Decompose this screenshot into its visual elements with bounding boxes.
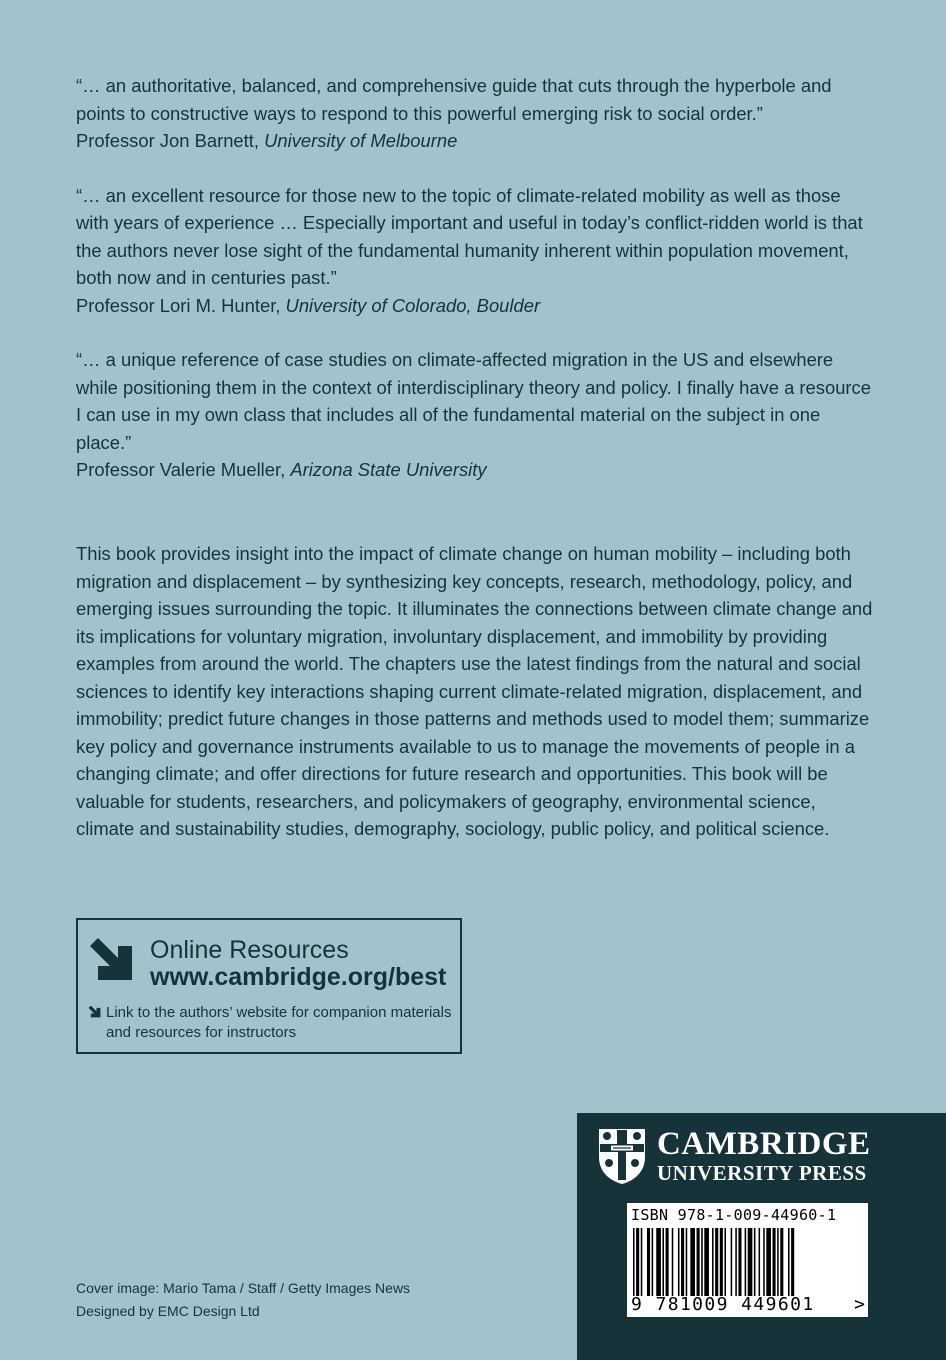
- designer-credit: Designed by EMC Design Ltd: [76, 1303, 260, 1319]
- book-description: This book provides insight into the impact of climate change on human mobility – including both migration and displacement – by synthesizing key concepts, research, methodology, policy, and emerging issues surrounding the topic. It illuminates the connections between climate change and its implications for voluntary migration, involuntary displacement, and immobility by providing examples from around the world. The chapters use the latest findings from the natural and social sciences to identify key interactions shaping current climate-related migration, displacement, and immobility; predict future changes in those patterns and methods used to model them; summarize key policy and governance instruments available to us to manage the movements of people in a changing climate; and offer directions for future research and opportunities. This book will be valuable for students, researchers, and policymakers of geography, environmental science, climate and sustainability studies, demography, sociology, public policy, and political science.: [76, 543, 873, 839]
- review-3: “… a unique reference of case studies on climate-affected migration in the US and elsewhere while positioning them in the context of interdisciplinary theory and policy. I finally have a resource I can use in my own class that includes all of the fundamental material on the subject in one place.” Professor Valerie Mueller, Arizona State University: [76, 346, 876, 484]
- online-resources-description: Link to the authors’ website for companion materials and resources for instructors: [106, 1004, 452, 1041]
- isbn-label: ISBN 978-1-009-44960-1: [631, 1206, 837, 1224]
- review-text: “… an excellent resource for those new to the topic of climate-related mobility as well as those with years of experience … Especially important and useful in today’s conflict-ridden world is that the authors never lose sight of the fundamental humanity inherent within population movement, both now and in centuries past.”: [76, 184, 863, 288]
- cover-image-credit: Cover image: Mario Tama / Staff / Getty Images News: [76, 1280, 411, 1296]
- review-2: “… an excellent resource for those new to the topic of climate-related mobility as well as those with years of experience … Especially important and useful in today’s conflict-ridden world is that the authors never lose sight of the fundamental humanity inherent within population movement, both now and in centuries past.” Professor Lori M. Hunter, University of Colorado, Boulder: [76, 182, 876, 320]
- online-resources-link[interactable]: www.cambridge.org/best: [150, 963, 447, 991]
- barcode-bars: [633, 1228, 845, 1296]
- arrow-down-right-icon: [88, 936, 134, 982]
- reviewer-institution: Arizona State University: [290, 459, 487, 480]
- barcode-digits: 9 781009 449601: [631, 1294, 815, 1315]
- reviewer-name: Professor Jon Barnett: [76, 130, 254, 151]
- reviewer-name: Professor Lori M. Hunter: [76, 294, 276, 316]
- review-text: “… an authoritative, balanced, and comprehensive guide that cuts through the hyperbole and points to constructive ways to respond to this powerful emerging risk to social order.”: [76, 75, 832, 124]
- reviews-section: [76, 72, 876, 511]
- isbn-barcode: [627, 1203, 868, 1317]
- credits: [76, 1277, 410, 1323]
- review-text: “… a unique reference of case studies on climate-affected migration in the US and elsewhere while positioning them in the context of interdisciplinary theory and policy. I finally have a resource I can use in my own class that includes all of the fundamental material on the subject in one place.”: [76, 349, 871, 453]
- reviewer-institution: University of Melbourne: [264, 130, 458, 151]
- small-arrow-icon: [88, 1005, 101, 1018]
- cambridge-crest-icon: [597, 1127, 647, 1185]
- online-resources-title: Online Resources: [150, 936, 349, 964]
- review-1: “… an authoritative, balanced, and comprehensive guide that cuts through the hyperbole and points to constructive ways to respond to this powerful emerging risk to social order.” Professor Jon Barnett, University of Melbourne: [76, 72, 876, 155]
- reviewer-institution: University of Colorado, Boulder: [285, 294, 541, 316]
- barcode-end-mark: >: [854, 1294, 865, 1315]
- publisher-name: CAMBRIDGE: [657, 1126, 871, 1162]
- reviewer-name: Professor Valerie Mueller: [76, 459, 281, 480]
- online-resources-box: [76, 918, 462, 1054]
- publisher-panel: [577, 1113, 946, 1360]
- publisher-subtitle: UNIVERSITY PRESS: [657, 1161, 867, 1185]
